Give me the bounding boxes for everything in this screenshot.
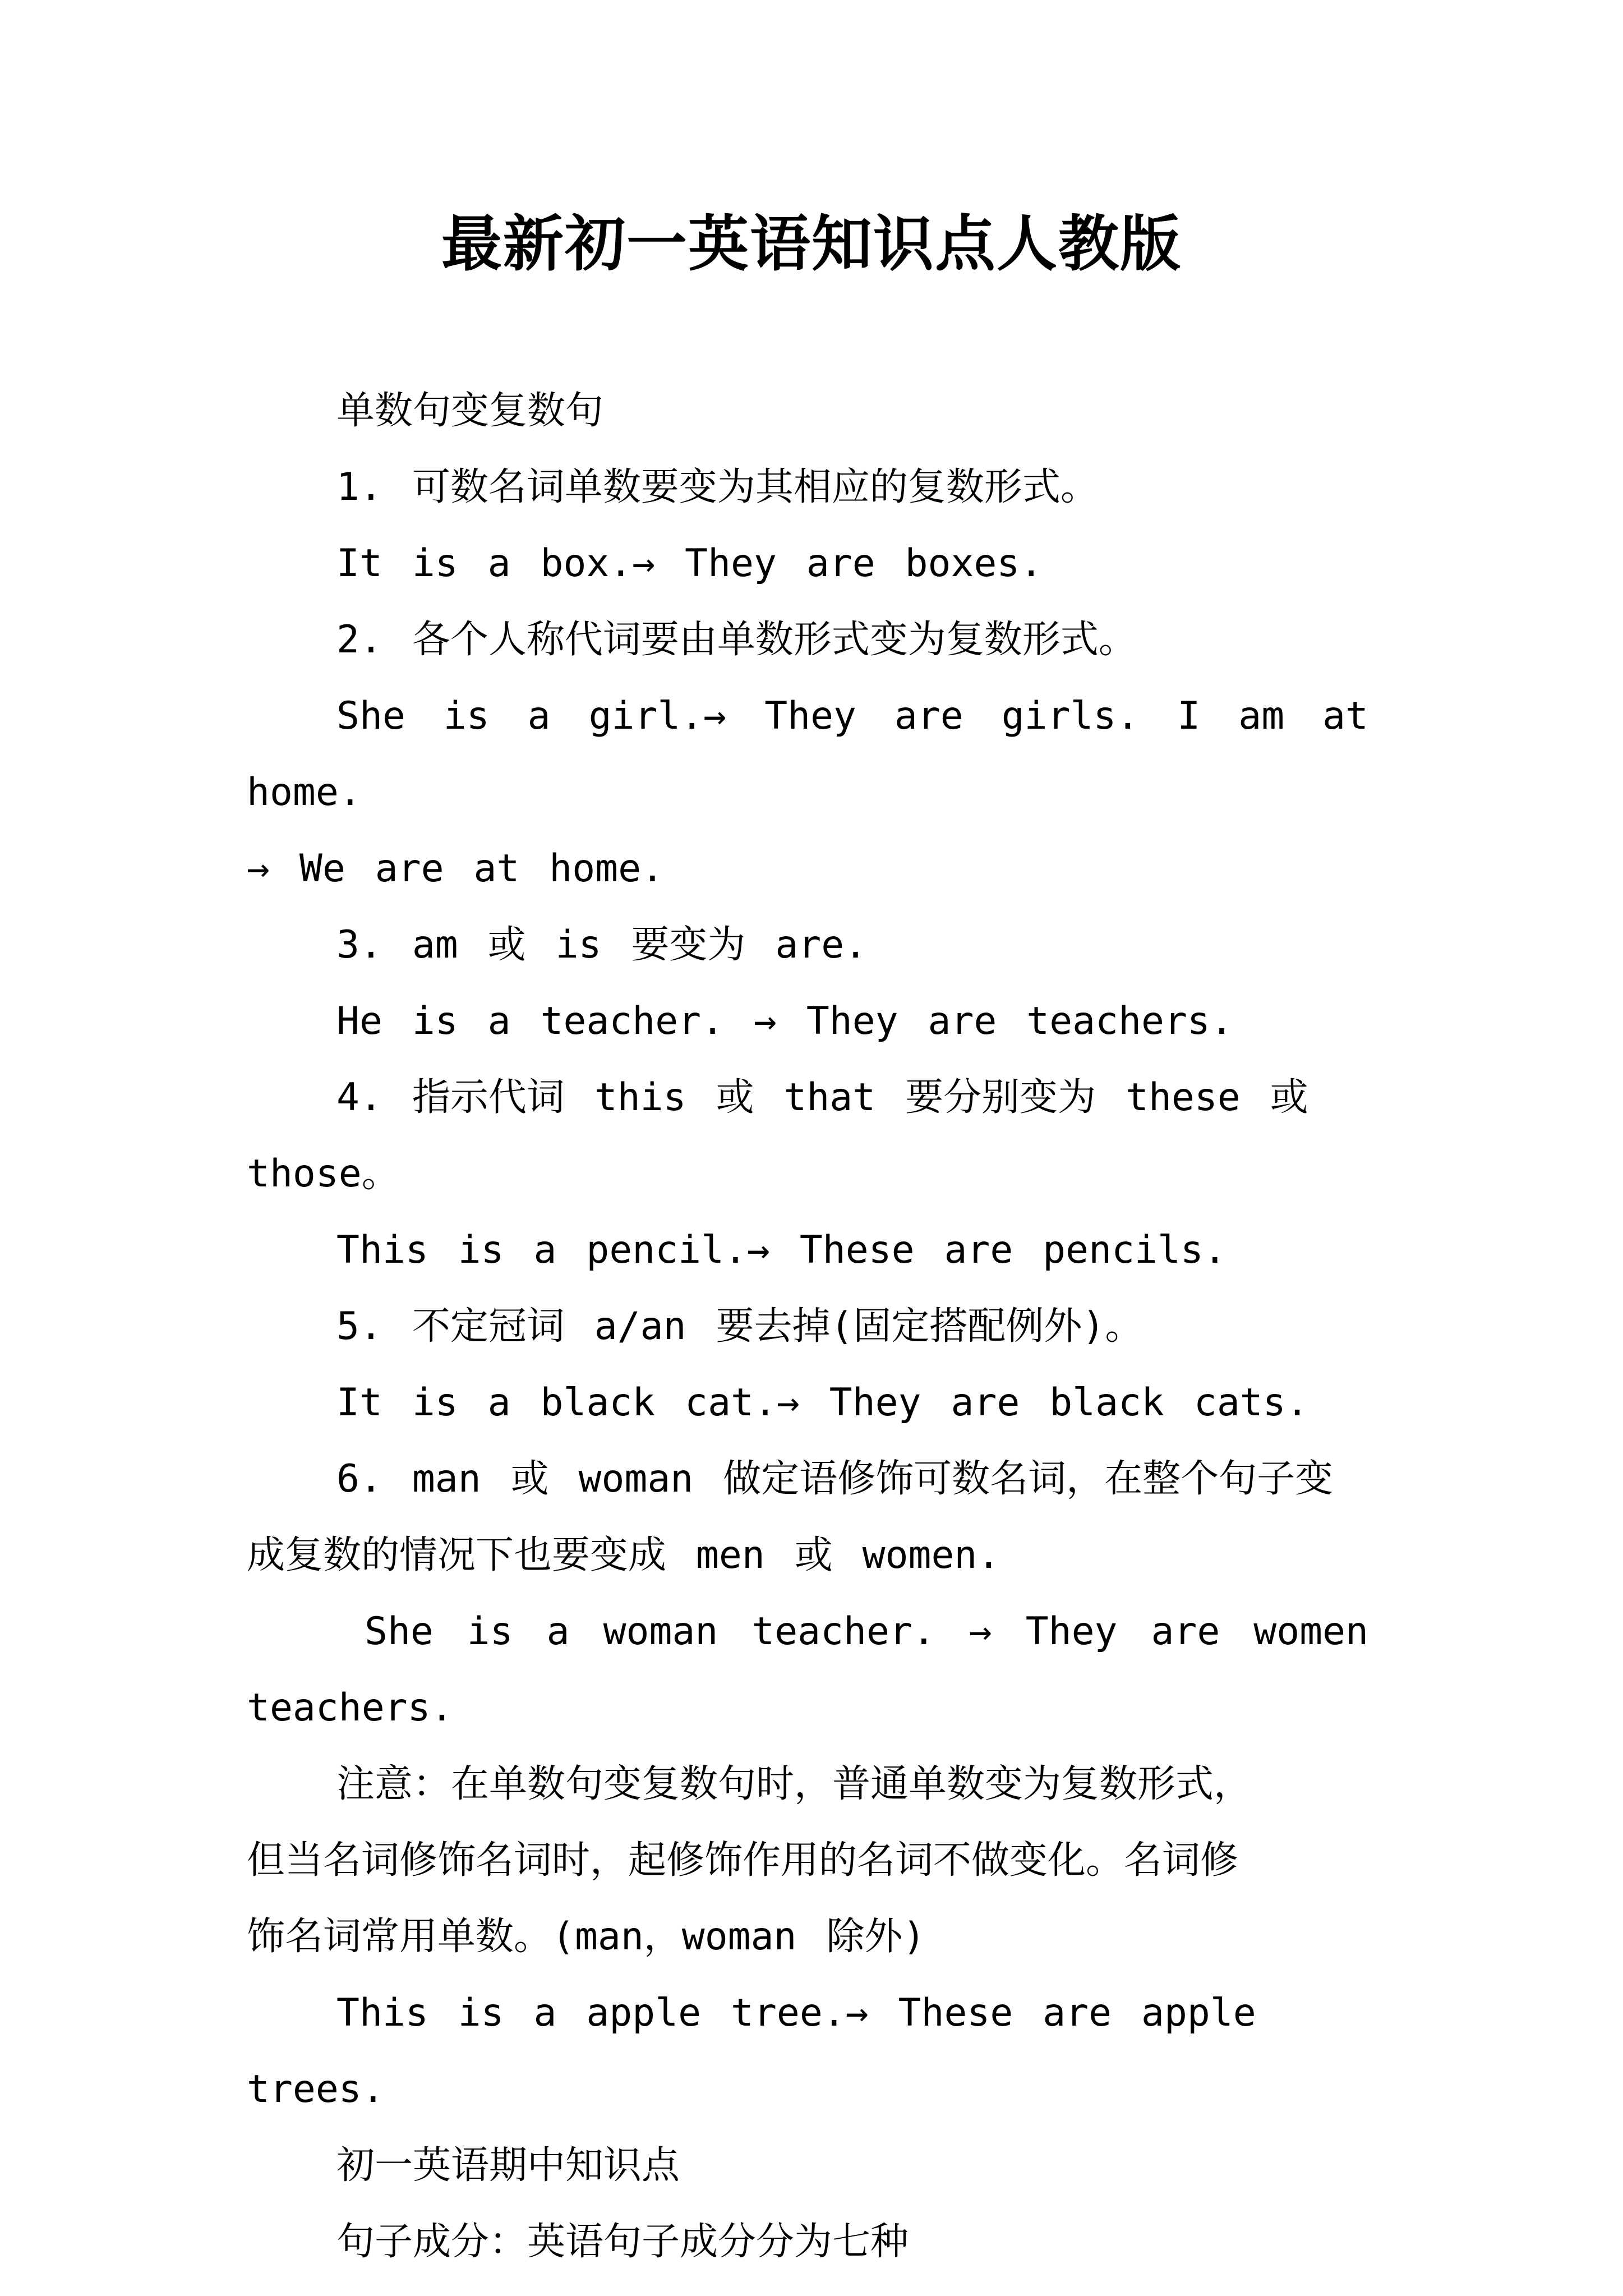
paragraph: 1. 可数名词单数要变为其相应的复数形式。 <box>336 465 1099 509</box>
paragraph: 单数句变复数句 <box>336 389 604 433</box>
paragraph: 2. 各个人称代词要由单数形式变为复数形式。 <box>336 618 1137 662</box>
paragraph: This is a pencil.→ These are pencils. <box>336 1228 1227 1272</box>
paragraph: 成复数的情况下也要变成 men 或 women. <box>247 1533 1000 1577</box>
paragraph: She is a girl.→ They are girls. I am at home. <box>247 694 1368 815</box>
paragraph: 注意：在单数句变复数句时，普通单数变为复数形式， <box>336 1762 1252 1806</box>
document-body <box>247 373 1368 2280</box>
document-title: 最新初一英语知识点人教版 <box>441 209 1182 279</box>
paragraph: teachers. <box>247 1686 454 1730</box>
paragraph: This is a apple tree.→ These are apple trees. <box>247 1991 1256 2111</box>
paragraph: 句子成分：英语句子成分分为七种 <box>336 2220 909 2264</box>
paragraph: She is a woman teacher. → They are women <box>365 1609 1368 1654</box>
paragraph: 4. 指示代词 this 或 that 要分别变为 these 或 those。 <box>247 1075 1308 1196</box>
paragraph: 饰名词常用单数。(man，woman 除外) <box>247 1915 926 1959</box>
paragraph: It is a box.→ They are boxes. <box>336 541 1043 586</box>
paragraph: 3. am 或 is 要变为 are. <box>336 923 868 967</box>
paragraph: 初一英语期中知识点 <box>336 2143 680 2188</box>
paragraph: 5. 不定冠词 a/an 要去掉(固定搭配例外)。 <box>336 1304 1144 1349</box>
paragraph: 6. man 或 woman 做定语修饰可数名词，在整个句子变 <box>336 1457 1334 1501</box>
paragraph: It is a black cat.→ They are black cats. <box>336 1381 1309 1425</box>
paragraph: → We are at home. <box>247 846 664 891</box>
paragraph: He is a teacher. → They are teachers. <box>336 999 1233 1043</box>
paragraph: 但当名词修饰名词时，起修饰作用的名词不做变化。名词修 <box>247 1838 1239 1883</box>
